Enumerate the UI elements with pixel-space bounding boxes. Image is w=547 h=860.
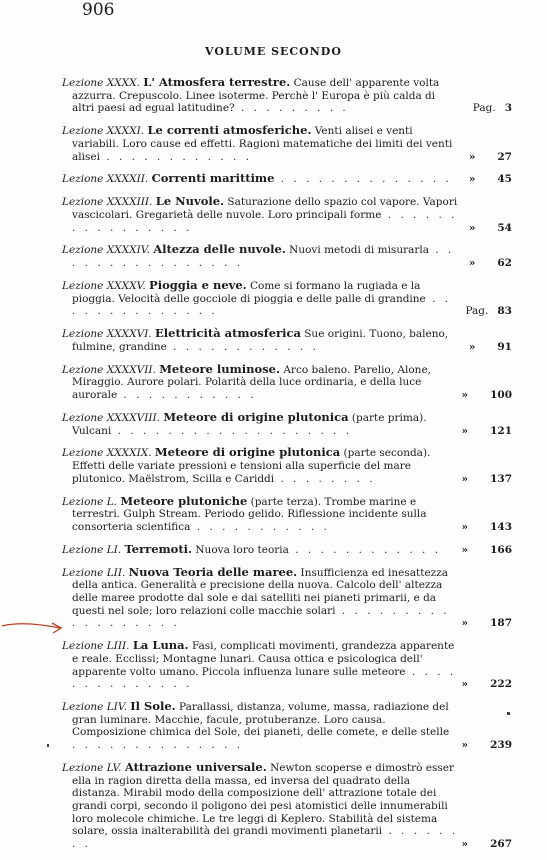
toc-entry-text [62, 279, 460, 318]
page-ref-number: 54 [497, 221, 512, 234]
ditto-marker: » [461, 838, 469, 851]
dot-leader: . . . . . . . . . . . . . . . . . . . [111, 424, 353, 437]
lesson-subject: Correnti marittime [151, 171, 275, 186]
toc-entry-text [62, 700, 460, 752]
lesson-number: Lezione LV. [62, 761, 122, 774]
toc-entry [62, 495, 512, 534]
lesson-description: Nuovi metodi di misurarla [285, 244, 429, 257]
toc-entry-text [62, 411, 460, 437]
toc-entry-text [62, 327, 460, 353]
toc-entry-text [62, 761, 460, 851]
page-ref-number: 222 [490, 678, 512, 691]
page-reference [442, 838, 512, 851]
lesson-subject: Meteore plutoniche [120, 493, 248, 508]
page-reference [442, 678, 512, 691]
lesson-subject: Attrazione universale. [124, 759, 267, 774]
toc-entry [62, 411, 512, 437]
toc-entry [62, 195, 512, 234]
lesson-description: Nuova loro teoria [192, 543, 289, 556]
lesson-description: (parte seconda). Effetti delle variate pressioni e tensioni alla superficie del mare plutonico. Maëlstrom, Scilla e Cariddi [72, 447, 431, 485]
page-reference [442, 739, 512, 752]
page-reference [442, 341, 512, 354]
dot-leader: . . . . . . . . [72, 825, 459, 851]
ditto-marker: » [468, 340, 476, 353]
dot-leader: . . . . . . . . . . . . . . [274, 173, 452, 186]
page-reference [442, 222, 512, 235]
dot-leader: . . . . . . . . . . . . [166, 340, 319, 353]
toc-entry [62, 566, 512, 631]
page-reference [442, 151, 512, 164]
dot-leader: . . . . . . . . . . . . [288, 543, 442, 556]
toc-entry [62, 363, 512, 402]
toc-entry [62, 639, 512, 691]
lesson-description: Fasi, complicati movimenti, grandezza apparente e reale. Ecclissi; Montagne lunari. Causa ottica e psicologica dell' apparente volto umano. Piccola influenza lunare sulle meteore [72, 640, 455, 678]
dot-leader: . . . . . . . . . [234, 102, 349, 115]
ditto-marker: » [461, 389, 469, 402]
dot-leader: . . . . . . . . . . . . [99, 150, 253, 163]
toc-entry-text [62, 363, 460, 402]
lesson-subject: Le correnti atmosferiche. [147, 123, 312, 138]
lesson-description: Newton scoperse e dimostrò esser ella in ragion diretta della massa, ed inversa del quadrato della distanza. Mirabil modo della composizione dell' attrazione totale dei grandi corpi, secondo il poligono dei pesi atomistici delle innumerabili loro molecole chimiche. Le tre leggi di Keplero. Stabilità del sistema solare, ossia inalterabilità dei grandi movimenti planetarii [72, 761, 455, 838]
dot-leader: . . . . . . . . [274, 472, 376, 485]
dot-leader: . . . . . . . . . . . [117, 389, 257, 402]
lesson-subject: Nuova Teoria delle maree. [128, 564, 298, 579]
lesson-number: Lezione LII. [62, 566, 126, 579]
lesson-subject: Altezza delle nuvole. [153, 242, 286, 257]
toc-entry [62, 446, 512, 485]
lesson-description: (parte prima). Vulcani [72, 411, 427, 437]
lesson-number: Lezione LI. [62, 543, 122, 556]
lesson-subject: Pioggia e neve. [149, 277, 247, 292]
toc-entry [62, 172, 512, 186]
dot-leader: . . . . . . . . . . . . . . [72, 665, 457, 691]
dot-leader: . . . . . . . . . . . . . . . . [72, 208, 458, 234]
ditto-marker: » [461, 543, 469, 556]
toc-entry-text [62, 566, 460, 631]
page-ref-number: 267 [490, 838, 512, 851]
ditto-marker: » [468, 150, 476, 163]
dot-leader: . . . . . . . . . . . . . . [72, 292, 452, 318]
page-ref-number: 121 [490, 424, 512, 437]
lesson-number: Lezione LIII. [62, 640, 130, 653]
lesson-number: Lezione XXXXV. [62, 279, 146, 292]
lesson-number: Lezione XXXXVIII. [62, 411, 160, 424]
ditto-marker: » [468, 173, 476, 186]
lesson-subject: Meteore luminose. [159, 361, 281, 376]
lesson-subject: Il Sole. [130, 699, 176, 714]
page-label: Pag. [465, 305, 489, 318]
toc-entry-text [62, 543, 460, 557]
page-ref-number: 62 [497, 257, 512, 270]
lesson-subject: Meteore di origine plutonica [163, 409, 349, 424]
page-ref-number: 45 [497, 173, 512, 186]
page-ref-number: 27 [497, 150, 512, 163]
lesson-number: Lezione XXXX. [62, 77, 140, 89]
lesson-subject: La Luna. [132, 638, 189, 653]
toc-entry [62, 279, 512, 318]
page-ref-number: 143 [490, 520, 512, 533]
lesson-subject: Meteore di origine plutonica [154, 445, 341, 460]
lesson-description: Parallassi, distanza, volume, massa, radiazione del gran luminare. Macchie, facule, protuberanze. Loro causa. Composizione chimica del Sole, dei pianeti, delle comete, e delle stelle [72, 701, 450, 739]
page-reference [442, 425, 512, 438]
page-reference [442, 389, 512, 402]
lesson-description: Come si formano la rugiada e la pioggia. Velocità delle gocciole di pioggia e delle palle di grandine [72, 279, 426, 305]
lesson-number: Lezione XXXXI. [62, 125, 145, 138]
dot-leader: . . . . . . . . . . . . . . . . [72, 244, 455, 270]
page-label: Pag. [472, 102, 496, 115]
lesson-description: Saturazione dello spazio col vapore. Vapori vascicolari. Gregarietà delle nuvole. Loro principali forme [72, 196, 458, 221]
toc-entry [62, 543, 512, 557]
page-ref-number: 239 [490, 739, 512, 752]
margin-speck [47, 744, 49, 747]
page-ref-number: 100 [490, 389, 512, 402]
page-ref-number: 166 [490, 543, 512, 556]
lesson-description: Sue origini. Tuono, baleno, fulmine, grandine [72, 328, 449, 353]
ditto-marker: » [468, 257, 476, 270]
lesson-number: Lezione XXXXIX. [62, 447, 152, 460]
toc-entry-text [62, 446, 460, 485]
lesson-number: Lezione XXXXII. [62, 173, 149, 186]
page-reference [442, 305, 512, 318]
page-reference [442, 544, 512, 557]
lesson-subject: Le Nuvole. [155, 194, 225, 209]
lesson-description: (parte terza). Trombe marine e terrestri. Gulph Stream. Periodo gelido. Riflessione incidente sulla consorteria scientifica [72, 495, 427, 533]
page-ref-number: 137 [490, 472, 512, 485]
toc-entry [62, 124, 512, 163]
page-reference [442, 473, 512, 486]
lesson-number: Lezione L. [62, 495, 118, 508]
toc-entry-text [62, 243, 460, 269]
dot-leader: . . . . . . . . . . . . . . . . . . [72, 604, 450, 630]
dot-leader: . . . . . . . . . . . [190, 520, 330, 533]
toc-entry-text [62, 639, 460, 691]
toc-entry [62, 243, 512, 269]
toc-entry-text [62, 172, 460, 186]
lesson-number: Lezione LIV. [62, 701, 127, 714]
toc-entry-text [62, 195, 460, 234]
lesson-number: Lezione XXXXIV. [62, 244, 150, 257]
toc-entry-text [62, 124, 460, 163]
ditto-marker: » [461, 739, 469, 752]
toc-entry [62, 761, 512, 851]
page-reference [442, 102, 512, 115]
margin-arrow-annotation [0, 618, 64, 640]
page-reference [442, 521, 512, 534]
ditto-marker: » [461, 617, 469, 630]
page-ref-number: 91 [497, 340, 512, 353]
lesson-description: Insufficienza ed inesattezza della antica. Generalità e precisione della nuova. Calcolo dell' altezza delle maree prodotte dal sole e dai satelliti nei pianeti primarii, e da questi nel sole; loro relazioni colle macchie solari [72, 566, 448, 617]
section-title: VOLUME SECONDO [205, 45, 342, 58]
lesson-subject: Terremoti. [124, 541, 193, 556]
page-number: 906 [82, 0, 115, 20]
lesson-number: Lezione XXXXVI. [62, 328, 152, 341]
toc-entry-text [62, 495, 460, 534]
toc-entry-text [62, 76, 460, 115]
lesson-number: Lezione XXXXIII. [62, 196, 153, 209]
table-of-contents [62, 76, 512, 860]
page-reference [442, 173, 512, 186]
ditto-marker: » [461, 520, 469, 533]
toc-entry [62, 76, 512, 115]
toc-entry [62, 700, 512, 752]
ditto-marker: » [461, 472, 469, 485]
ditto-marker: » [461, 678, 469, 691]
lesson-subject: L' Atmosfera terrestre. [143, 75, 291, 89]
page-reference [442, 257, 512, 270]
page-ref-number: 83 [497, 305, 512, 318]
ditto-marker: » [461, 424, 469, 437]
toc-entry [62, 327, 512, 353]
lesson-number: Lezione XXXXVII. [62, 363, 156, 376]
lesson-description: Venti alisei e venti variabili. Loro cause ed effetti. Ragioni matematiche dei limiti dei venti alisei [72, 125, 453, 163]
page-ref-number: 3 [504, 102, 512, 115]
ditto-marker: » [468, 221, 476, 234]
lesson-subject: Elettricità atmosferica [155, 326, 301, 341]
page-ref-number: 187 [490, 617, 512, 630]
lesson-description: Arco baleno. Parelio, Alone, Miraggio. Aurore polari. Polarità della luce ordinaria, e della luce aurorale [72, 363, 431, 402]
dot-leader: . . . . . . . . . . . . . . [72, 739, 244, 752]
lesson-description: Cause dell' apparente volta azzurra. Crepuscolo. Linee isoterme. Perchè l' Europa è più calda di altri paesi ad egual latitudine? [72, 77, 440, 115]
page-reference [442, 617, 512, 630]
